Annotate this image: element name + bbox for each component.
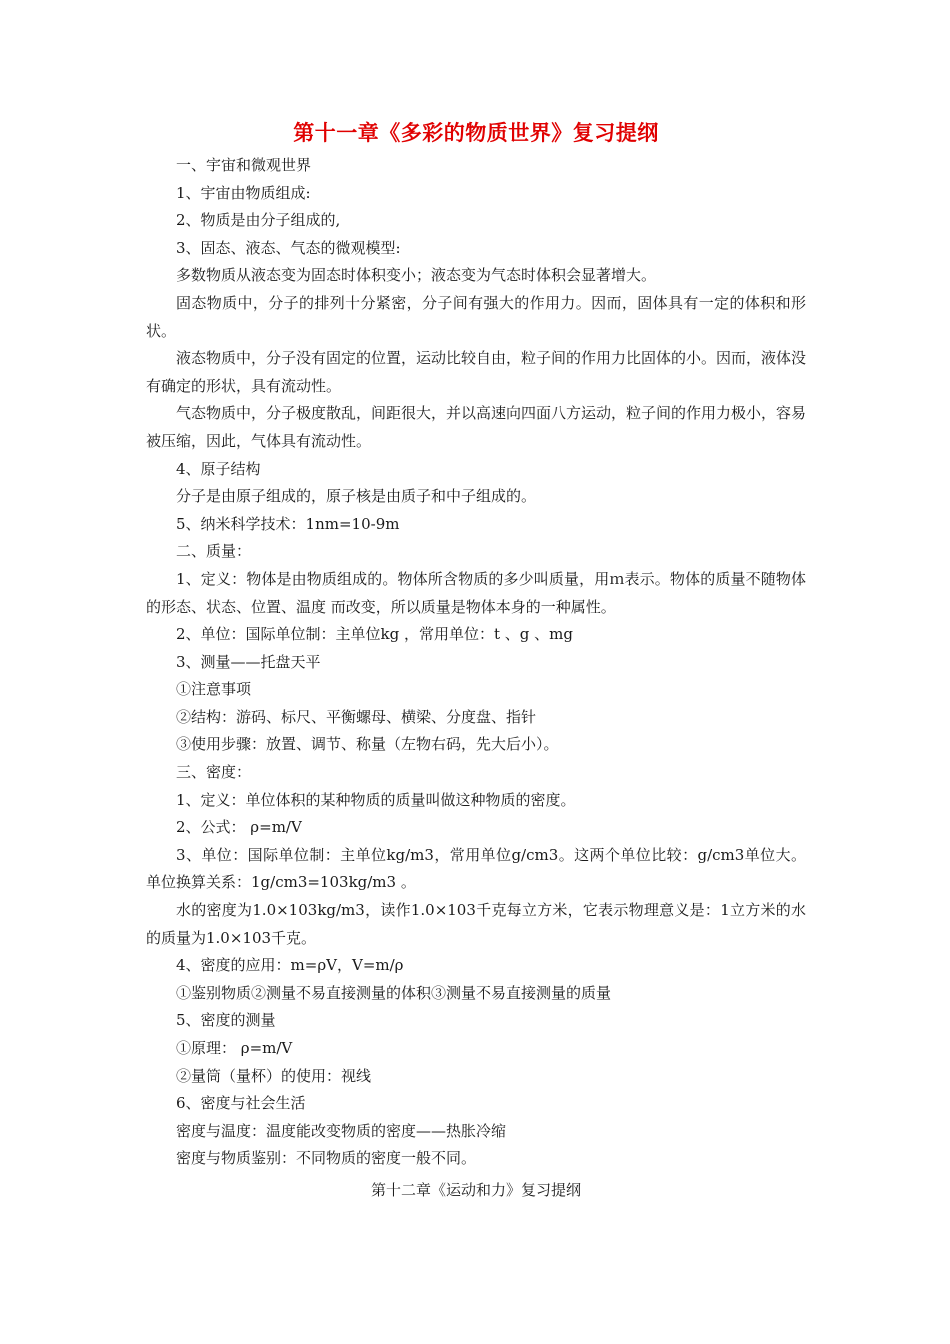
paragraph: 分子是由原子组成的，原子核是由质子和中子组成的。 bbox=[176, 487, 537, 506]
paragraph: 3、固态、液态、气态的微观模型: bbox=[176, 238, 401, 257]
next-chapter-title: 第十二章《运动和力》复习提纲 bbox=[370, 1180, 581, 1199]
paragraph: 3、单位：国际单位制：主单位kg/m3，常用单位g/cm3。这两个单位比较：g/cm3单位大。单位换算关系：1g/cm3=103kg/m3 。 bbox=[146, 845, 806, 892]
paragraph: 二、质量： bbox=[176, 542, 252, 561]
document-page bbox=[146, 118, 806, 1205]
document-body bbox=[146, 152, 806, 1173]
paragraph: 3、测量——托盘天平 bbox=[176, 652, 321, 671]
paragraph: 1、宇宙由物质组成: bbox=[176, 183, 311, 202]
paragraph: 液态物质中，分子没有固定的位置，运动比较自由，粒子间的作用力比固体的小。因而，液体没有确定的形状，具有流动性。 bbox=[146, 349, 807, 395]
paragraph: 多数物质从液态变为固态时体积变小；液态变为气态时体积会显著增大。 bbox=[176, 266, 657, 285]
paragraph: ①注意事项 bbox=[176, 680, 252, 699]
paragraph: ③使用步骤：放置、调节、称量（左物右码，先大后小）。 bbox=[176, 735, 559, 754]
paragraph: ①鉴别物质②测量不易直接测量的体积③测量不易直接测量的质量 bbox=[176, 983, 612, 1002]
paragraph: 固态物质中，分子的排列十分紧密，分子间有强大的作用力。因而，固体具有一定的体积和形状。 bbox=[146, 293, 806, 340]
page-title: 第十一章《多彩的物质世界》复习提纲 bbox=[293, 120, 659, 145]
paragraph: ②量筒（量杯）的使用：视线 bbox=[176, 1066, 372, 1085]
paragraph: ①原理： ρ=m/V bbox=[176, 1039, 293, 1057]
paragraph: 密度与物质鉴别：不同物质的密度一般不同。 bbox=[176, 1149, 477, 1168]
paragraph: 1、定义：单位体积的某种物质的质量叫做这种物质的密度。 bbox=[176, 790, 576, 809]
paragraph: 1、定义：物体是由物质组成的。物体所含物质的多少叫质量，用ｍ表示。物体的质量不随物体的形态、状态、位置、温度 而改变，所以质量是物体本身的一种属性。 bbox=[146, 569, 806, 616]
paragraph: 5、纳米科学技术：1nm=10-9m bbox=[176, 514, 400, 533]
paragraph: ②结构：游码、标尺、平衡螺母、横梁、分度盘、指针 bbox=[176, 707, 537, 726]
paragraph: 2、公式： ρ=m/V bbox=[176, 818, 302, 837]
paragraph: 水的密度为1.0×103kg/m3，读作1.0×103千克每立方米，它表示物理意义是：1立方米的水的质量为1.0×103千克。 bbox=[146, 901, 806, 947]
paragraph: 4、原子结构 bbox=[176, 459, 261, 478]
paragraph: 5、密度的测量 bbox=[176, 1011, 276, 1030]
paragraph: 气态物质中，分子极度散乱，间距很大，并以高速向四面八方运动，粒子间的作用力极小，容易被压缩，因此，气体具有流动性。 bbox=[146, 404, 807, 450]
paragraph: 三、密度： bbox=[176, 763, 252, 782]
paragraph: 一、宇宙和微观世界 bbox=[176, 156, 312, 174]
paragraph: 4、密度的应用：m=ρV，V=m/ρ bbox=[176, 956, 404, 975]
paragraph: 6、密度与社会生活 bbox=[176, 1094, 306, 1113]
paragraph: 2、物质是由分子组成的, bbox=[176, 211, 341, 230]
paragraph: 2、单位：国际单位制：主单位kg ，常用单位：t 、g 、mg bbox=[176, 625, 573, 644]
paragraph: 密度与温度：温度能改变物质的密度——热胀冷缩 bbox=[176, 1121, 507, 1140]
